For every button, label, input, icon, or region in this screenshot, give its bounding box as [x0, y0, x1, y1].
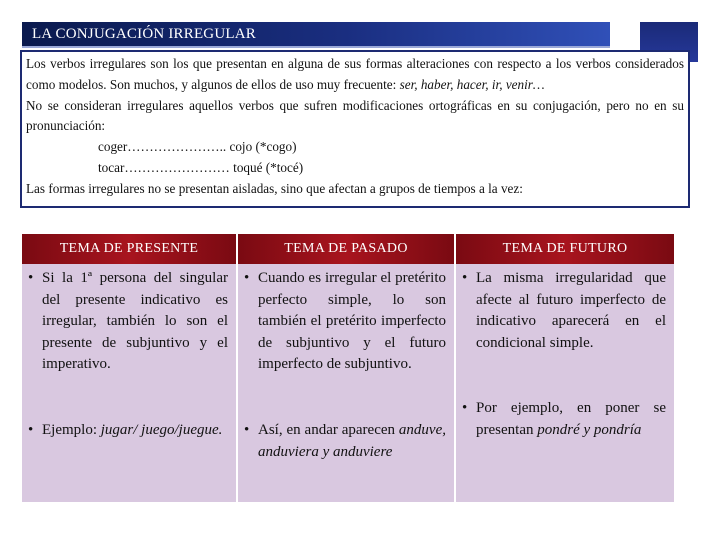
example-tocar: tocar…………………… toqué (*tocé)	[98, 159, 304, 175]
body-presente	[22, 264, 236, 502]
header-presente: TEMA DE PRESENTE	[22, 234, 236, 264]
intro-box	[20, 50, 690, 208]
page-title: LA CONJUGACIÓN IRREGULAR	[32, 26, 256, 42]
intro-paragraph-1: Los verbos irregulares son los que presentan en alguna de sus formas alteraciones con respecto a los verbos considerados como modelos. Son muchos, y algunos de ellos de uso muy frecuente: ser, haber, hacer, ir, venir…	[26, 56, 684, 92]
intro-paragraph-3: Las formas irregulares no se presentan aisladas, sino que afectan a grupos de tiempos a la vez:	[26, 180, 523, 196]
example-coger: coger………………….. cojo (*cogo)	[98, 139, 297, 155]
header-pasado: TEMA DE PASADO	[238, 234, 454, 264]
pasado-bullet-1: • Cuando es irregular el pretérito perfecto simple, lo son también el pretérito imperfecto de subjuntivo y el futuro imperfecto de subjuntivo.	[244, 270, 446, 373]
title-bar	[22, 22, 610, 48]
presente-bullet-1: • Si la 1ª persona del singular del presente indicativo es irregular, también lo son el presente de subjuntivo y el imperativo.	[28, 270, 228, 373]
body-futuro	[456, 264, 674, 502]
column-pasado	[238, 234, 454, 502]
futuro-bullet-2: • Por ejemplo, en poner se presentan pondré y pondría	[462, 400, 666, 438]
presente-bullet-2: • Ejemplo: jugar/ juego/juegue.	[28, 422, 223, 438]
column-presente	[22, 234, 236, 502]
tense-groups-table	[22, 234, 674, 502]
futuro-bullet-1: • La misma irregularidad que afecte al futuro imperfecto de indicativo aparecerá en el condicional simple.	[462, 270, 666, 351]
header-futuro: TEMA DE FUTURO	[456, 234, 674, 264]
intro-paragraph-2: No se consideran irregulares aquellos verbos que sufren modificaciones ortográficas en su conjugación, pero no en su pronunciación:	[26, 97, 684, 134]
column-futuro	[456, 234, 674, 502]
pasado-bullet-2: • Así, en andar aparecen anduve, anduviera y anduviere	[244, 422, 446, 460]
body-pasado	[238, 264, 454, 502]
